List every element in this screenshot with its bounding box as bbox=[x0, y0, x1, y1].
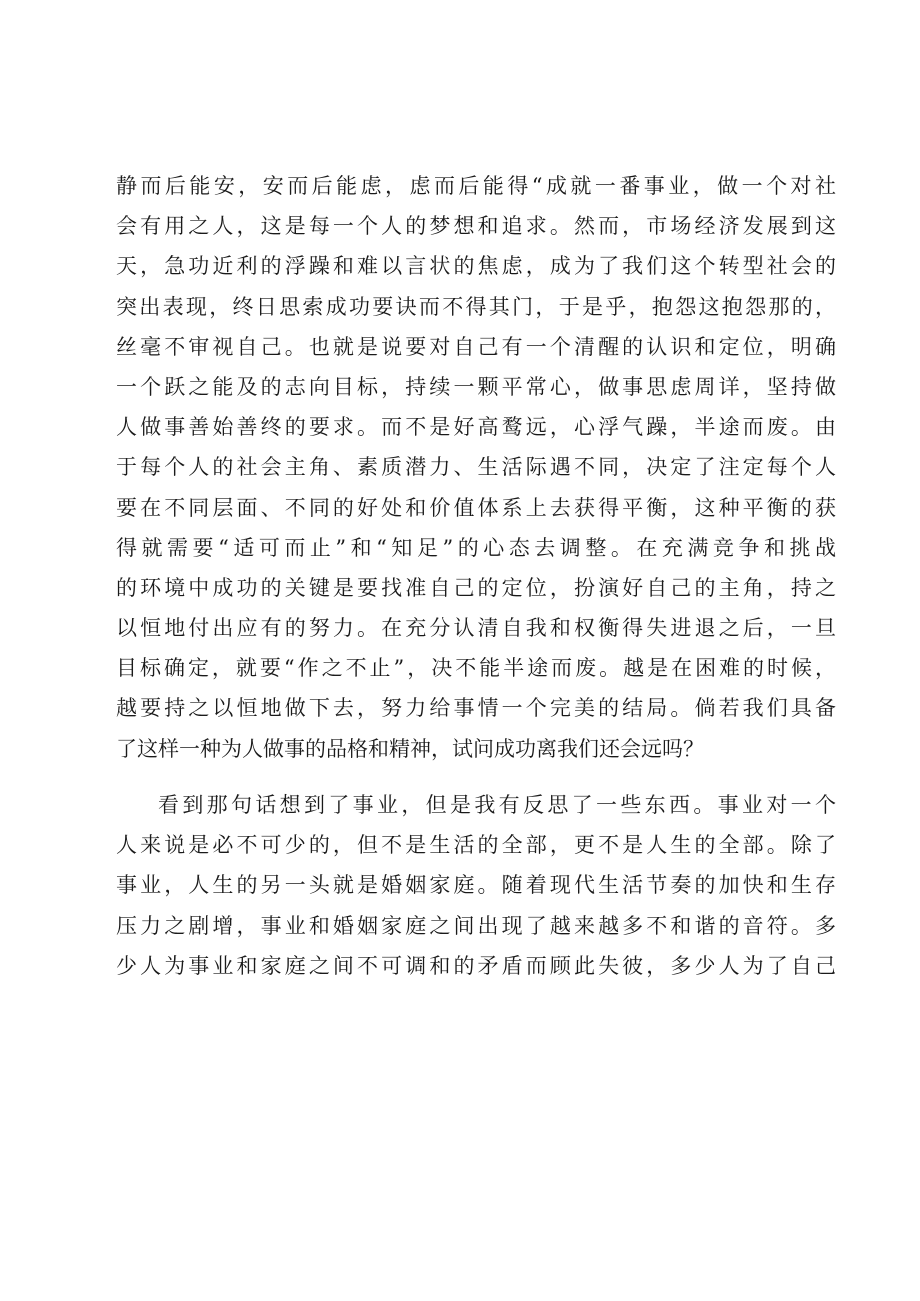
paragraph-line: 越要持之以恒地做下去，努力给事情一个完美的结局。倘若我们具备 bbox=[116, 696, 836, 721]
paragraph-line: 天，急功近利的浮躁和难以言状的焦虑，成为了我们这个转型社会的 bbox=[116, 254, 836, 279]
paragraph-line: 人来说是必不可少的，但不是生活的全部，更不是人生的全部。除了 bbox=[116, 833, 836, 858]
paragraph-line: 突出表现，终日思索成功要诀而不得其门，于是乎，抱怨这抱怨那的， bbox=[116, 294, 836, 319]
paragraph-line: 得就需要“适可而止”和“知足”的心态去调整。在充满竞争和挑战 bbox=[116, 535, 836, 560]
paragraph-line: 一个跃之能及的志向目标，持续一颗平常心，做事思虑周详，坚持做 bbox=[116, 374, 836, 399]
paragraph-line: 于每个人的社会主角、素质潜力、生活际遇不同，决定了注定每个人 bbox=[116, 455, 836, 480]
paragraph-line: 以恒地付出应有的努力。在充分认清自我和权衡得失进退之后，一旦 bbox=[116, 616, 836, 641]
paragraph-1 bbox=[116, 166, 836, 769]
paragraph-line: 丝毫不审视自己。也就是说要对自己有一个清醒的认识和定位，明确 bbox=[116, 334, 836, 359]
paragraph-line: 目标确定，就要“作之不止”，决不能半途而废。越是在困难的时候， bbox=[116, 656, 836, 681]
paragraph-line: 人做事善始善终的要求。而不是好高鹜远，心浮气躁，半途而废。由 bbox=[116, 415, 836, 440]
paragraph-2 bbox=[116, 785, 836, 986]
paragraph-line: 事业，人生的另一头就是婚姻家庭。随着现代生活节奏的加快和生存 bbox=[116, 873, 836, 898]
paragraph-line: 会有用之人，这是每一个人的梦想和追求。然而，市场经济发展到这 bbox=[116, 214, 836, 239]
paragraph-line: 了这样一种为人做事的品格和精神，试问成功离我们还会远吗？ bbox=[116, 736, 704, 761]
paragraph-line: 压力之剧增，事业和婚姻家庭之间出现了越来越多不和谐的音符。多 bbox=[116, 913, 836, 938]
paragraph-line: 的环境中成功的关键是要找准自己的定位，扮演好自己的主角，持之 bbox=[116, 575, 836, 600]
paragraph-line: 看到那句话想到了事业，但是我有反思了一些东西。事业对一个 bbox=[158, 793, 836, 817]
paragraph-line: 要在不同层面、不同的好处和价值体系上去获得平衡，这种平衡的获 bbox=[116, 495, 836, 520]
paragraph-line: 少人为事业和家庭之间不可调和的矛盾而顾此失彼，多少人为了自己 bbox=[116, 953, 836, 978]
paragraph-line: 静而后能安，安而后能虑，虑而后能得“成就一番事业，做一个对社 bbox=[116, 174, 836, 198]
